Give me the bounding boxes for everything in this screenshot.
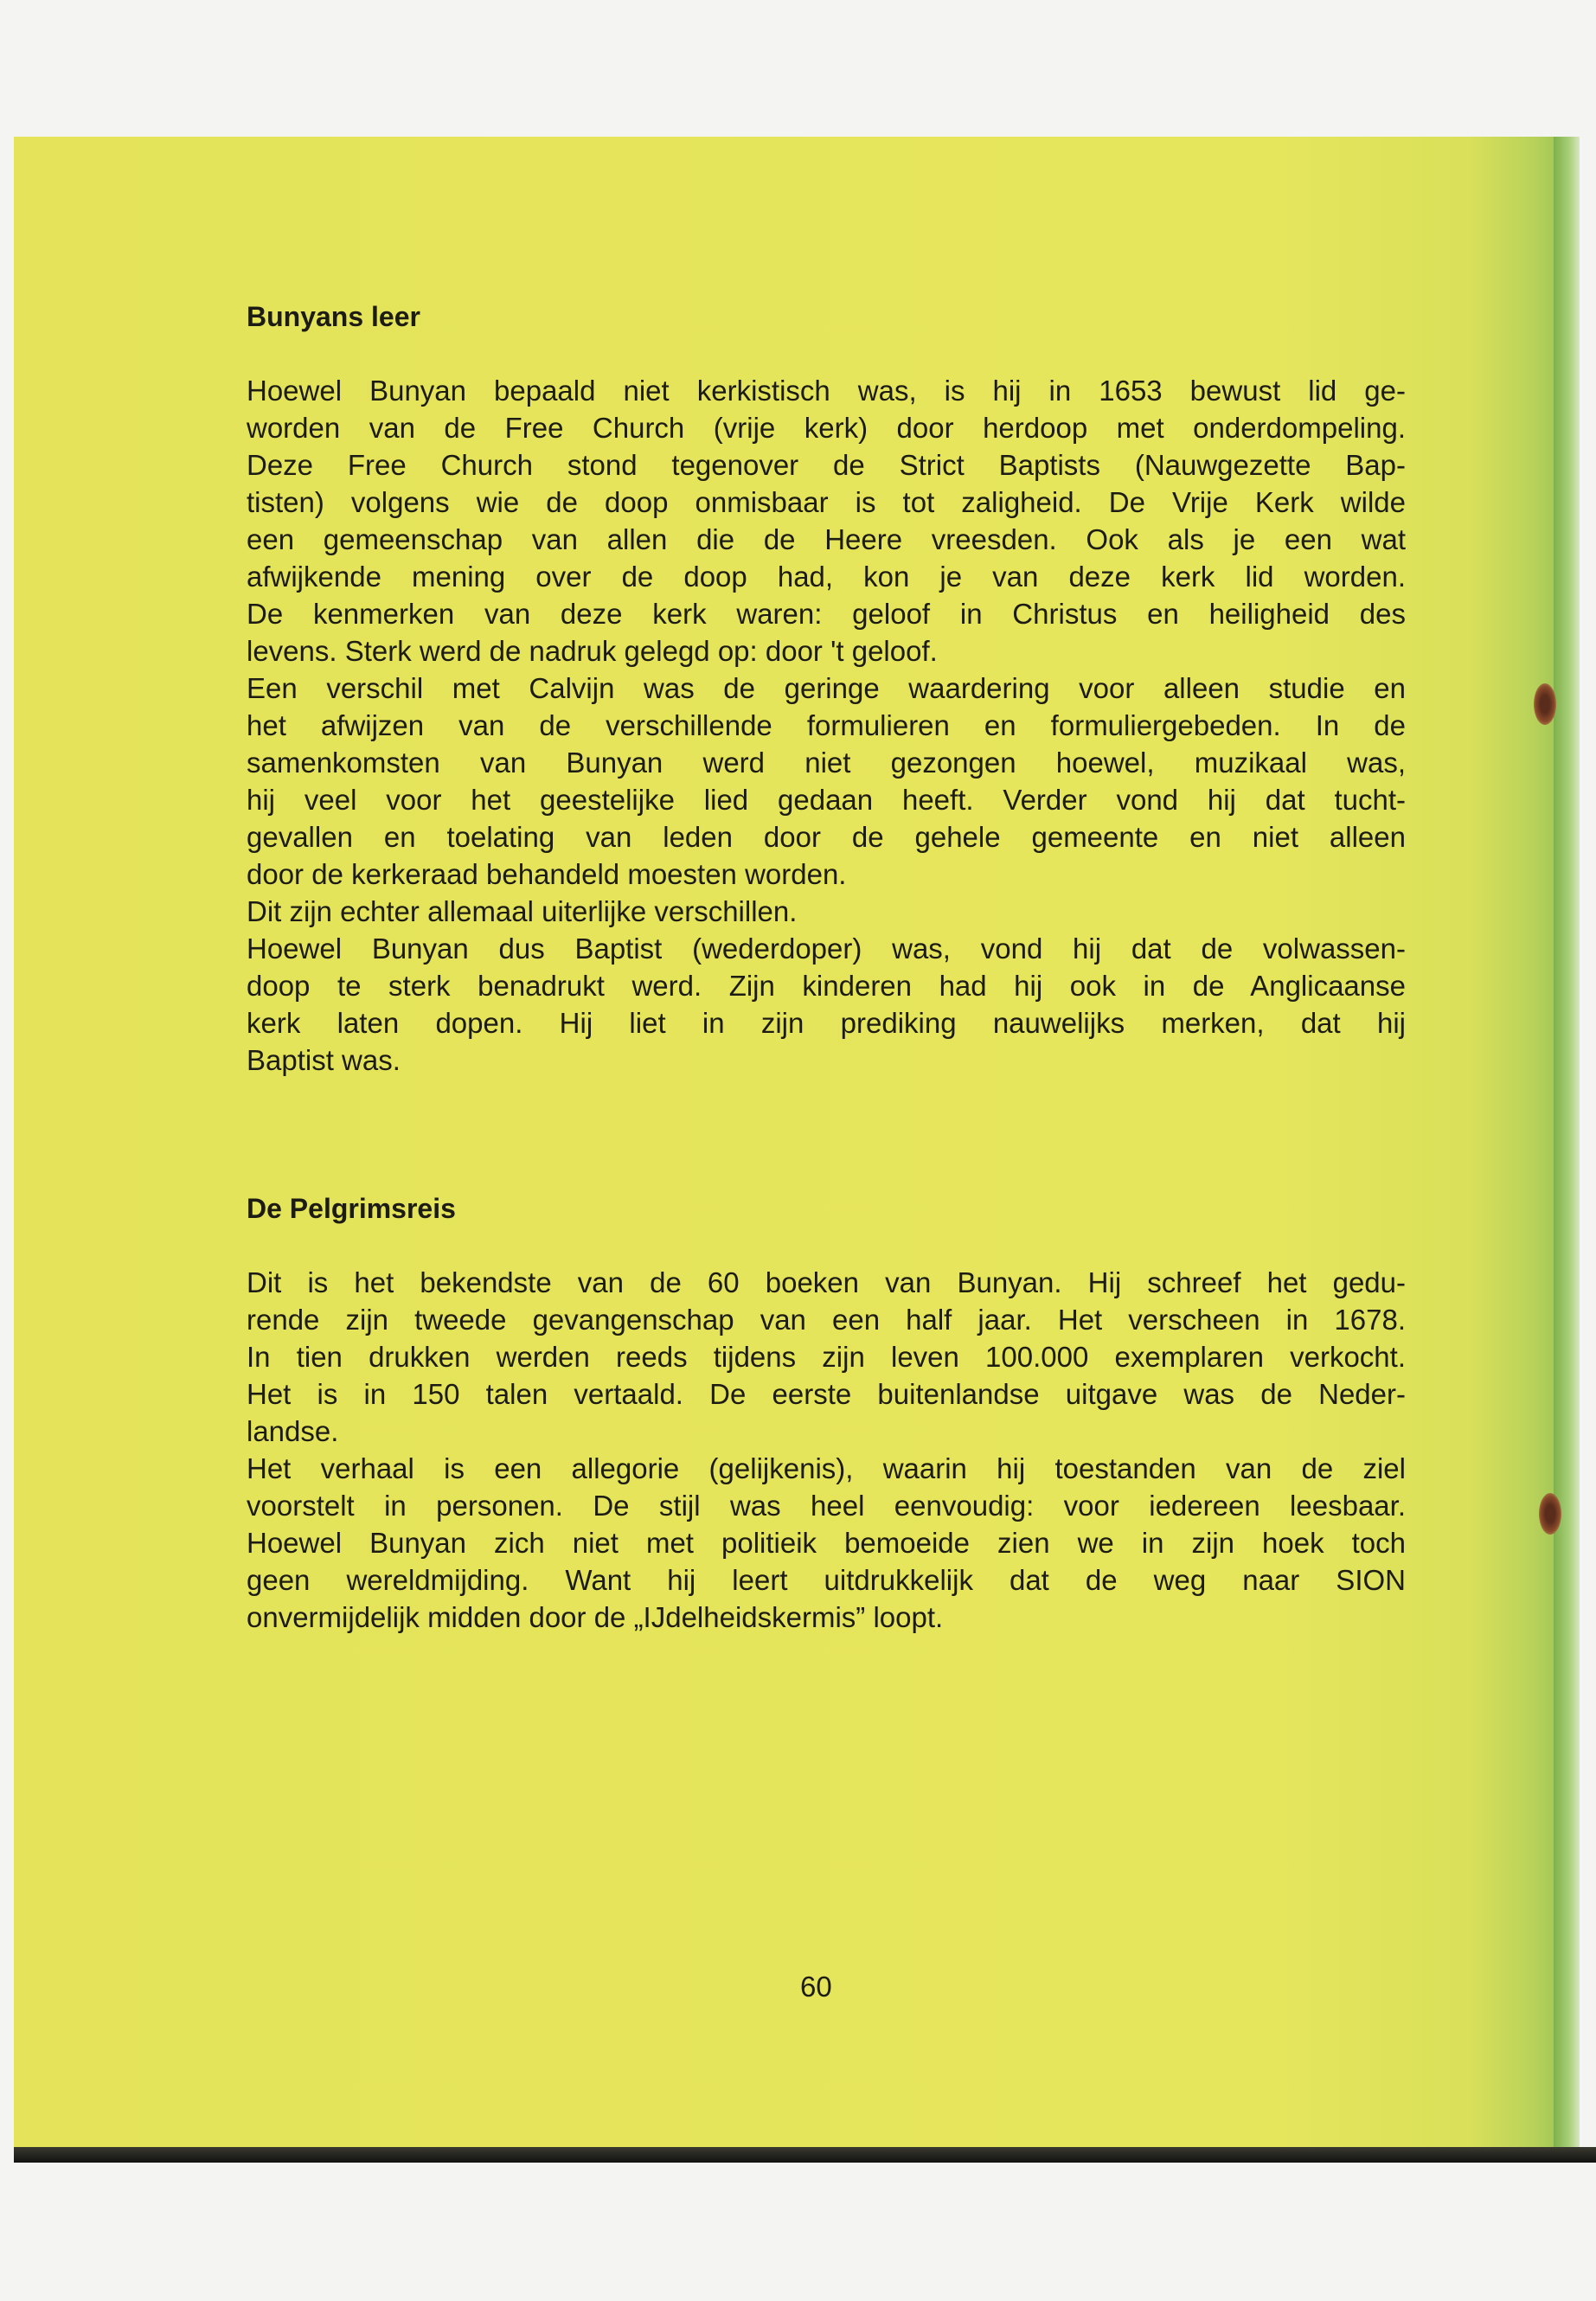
text-line: het afwijzen van de verschillende formulieren en formuliergebeden. In de [247, 709, 1406, 741]
text-line: een gemeenschap van allen die de Heere vreesden. Ook als je een wat [247, 523, 1406, 555]
binder-hole [1539, 1493, 1561, 1535]
paragraph [247, 893, 1406, 930]
text-line: worden van de Free Church (vrije kerk) door herdoop met onderdompeling. [247, 412, 1406, 444]
text-line: Hoewel Bunyan dus Baptist (wederdoper) was, vond hij dat de volwassen- [247, 933, 1406, 965]
page-content [247, 298, 1406, 1636]
text-line: afwijkende mening over de doop had, kon je van deze kerk lid worden. [247, 561, 1406, 593]
section-body [247, 1264, 1406, 1636]
page-bottom-shadow [14, 2147, 1596, 2163]
text-line: Deze Free Church stond tegenover de Strict Baptists (Nauwgezette Bap- [247, 449, 1406, 481]
text-line: rende zijn tweede gevangenschap van een half jaar. Het verscheen in 1678. [247, 1304, 1406, 1336]
paragraph [247, 1264, 1406, 1450]
text-line: Baptist was. [247, 1044, 401, 1076]
section-heading: Bunyans leer [247, 301, 420, 332]
text-line: gevallen en toelating van leden door de gehele gemeente en niet alleen [247, 821, 1406, 853]
text-line: Hoewel Bunyan zich niet met politieik bemoeide zien we in zijn hoek toch [247, 1527, 1406, 1559]
paragraph [247, 670, 1406, 893]
text-line: Hoewel Bunyan bepaald niet kerkistisch was, is hij in 1653 bewust lid ge- [247, 375, 1406, 407]
text-line: geen wereldmijding. Want hij leert uitdrukkelijk dat de weg naar SION [247, 1564, 1406, 1596]
text-line: samenkomsten van Bunyan werd niet gezongen hoewel, muzikaal was, [247, 747, 1406, 779]
text-line: Dit zijn echter allemaal uiterlijke verschillen. [247, 895, 798, 927]
text-line: Een verschil met Calvijn was de geringe waardering voor alleen studie en [247, 672, 1406, 704]
paragraph [247, 372, 1406, 670]
page-edge [1554, 137, 1580, 2163]
text-line: Het verhaal is een allegorie (gelijkenis), waarin hij toestanden van de ziel [247, 1452, 1406, 1484]
text-line: doop te sterk benadrukt werd. Zijn kinderen had hij ook in de Anglicaanse [247, 970, 1406, 1002]
text-line: onvermijdelijk midden door de „IJdelheidskermis” loopt. [247, 1601, 944, 1633]
text-line: Het is in 150 talen vertaald. De eerste buitenlandse uitgave was de Neder- [247, 1378, 1406, 1410]
section-body [247, 372, 1406, 1079]
text-line: door de kerkeraad behandeld moesten worden. [247, 858, 847, 890]
text-line: De kenmerken van deze kerk waren: geloof in Christus en heiligheid des [247, 598, 1406, 630]
paragraph [247, 930, 1406, 1079]
binder-hole [1534, 683, 1556, 725]
text-line: In tien drukken werden reeds tijdens zijn leven 100.000 exemplaren verkocht. [247, 1341, 1406, 1373]
paragraph [247, 1450, 1406, 1636]
text-line: levens. Sterk werd de nadruk gelegd op: door 't geloof. [247, 635, 938, 667]
section-bunyans-leer [247, 298, 1406, 1079]
text-line: tisten) volgens wie de doop onmisbaar is tot zaligheid. De Vrije Kerk wilde [247, 486, 1406, 518]
text-line: kerk laten dopen. Hij liet in zijn prediking nauwelijks merken, dat hij [247, 1007, 1406, 1039]
section-heading: De Pelgrimsreis [247, 1193, 456, 1224]
text-line: voorstelt in personen. De stijl was heel eenvoudig: voor iedereen leesbaar. [247, 1490, 1406, 1522]
page-number: 60 [800, 1971, 832, 2003]
text-line: hij veel voor het geestelijke lied gedaan heeft. Verder vond hij dat tucht- [247, 784, 1406, 816]
text-line: Dit is het bekendste van de 60 boeken van Bunyan. Hij schreef het gedu- [247, 1266, 1406, 1298]
text-line: landse. [247, 1415, 339, 1447]
section-pelgrimsreis [247, 1190, 1406, 1636]
